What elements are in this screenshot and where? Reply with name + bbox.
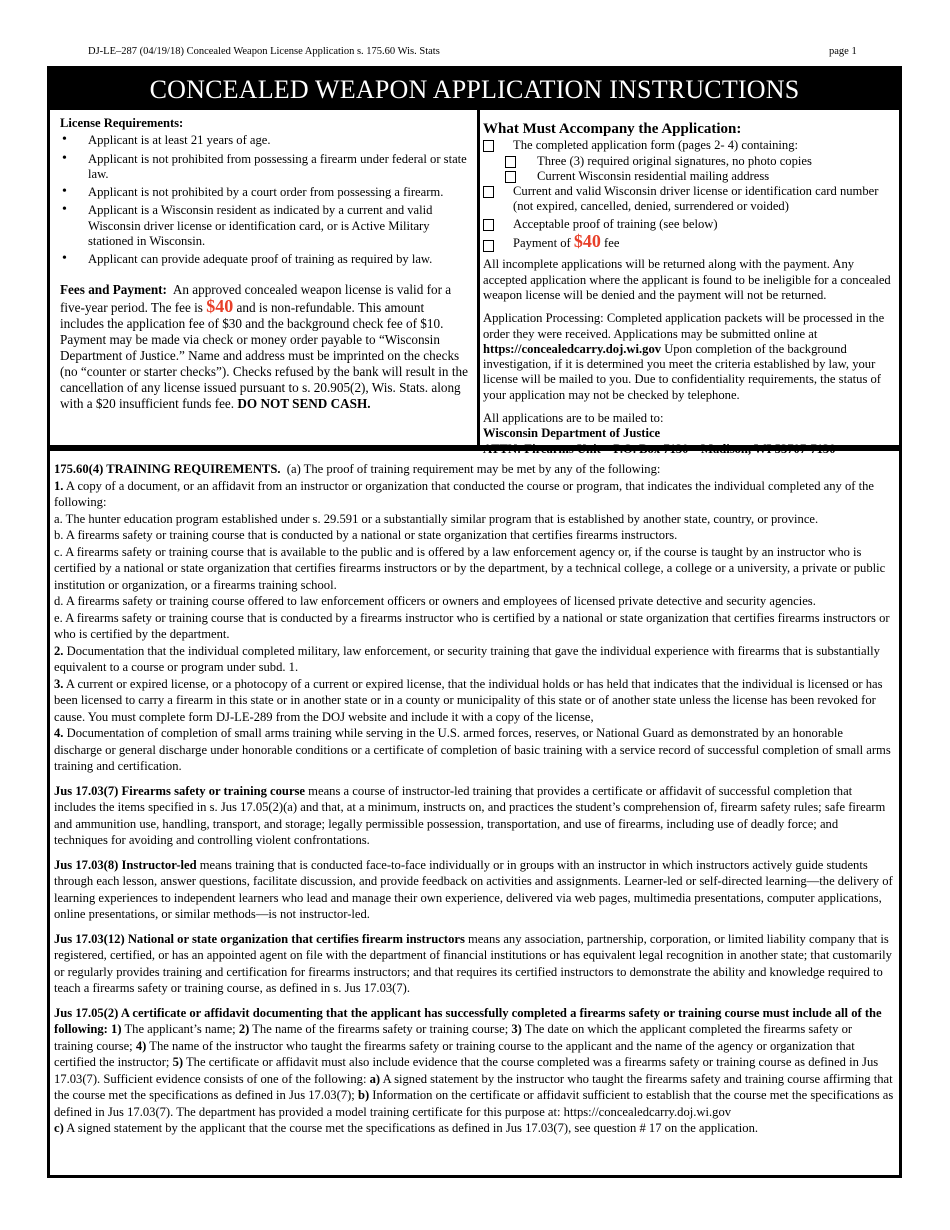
training-intro: 175.60(4) TRAINING REQUIREMENTS. (a) The proof of training requirement may be met by any of the following:	[54, 462, 661, 476]
fee-amount: $40	[573, 231, 601, 252]
definition-certificate-requirements: Jus 17.05(2) A certificate or affidavit documenting that the applicant has successfully completed a firearms safety or training course must include all of the following: 1) The applicant’s name; 2) The name of the firearms safety or training course; 3) The date on which the applicant completed the firearms safety or training course; 4) The name of the instructor who taught the firearms safety or training course to the applicant and the name of the agency or organization that certified the instructor; 5) The certificate or affidavit must also include evidence that the course completed was a firearms safety or training course as defined in Jus 17.03(7). Sufficient evidence consists of one of the following: a) A signed statement by the instructor who taught the firearms safety and training course affirming that the course met the specifications as defined in Jus 17.03(7); b) Information on the certificate or affidavit sufficient to establish that the course met the specifications as defined in Jus 17.03(7). The department has provided a model training certificate for this purpose at: https://concealedcarry.doj.wi.gov	[54, 1005, 894, 1119]
training-item-c: c. A firearms safety or training course that is available to the public and is offered by a law enforcement agency or, if the course is taught by an instructor who is certified by a national or state organization that certifies firearms instructors or by the department, by a technical college, a college or a university, a private or public institution or organization, or a firearms training school.	[54, 544, 886, 592]
checkbox[interactable]	[505, 171, 516, 183]
page-title: CONCEALED WEAPON APPLICATION INSTRUCTIONS	[47, 66, 902, 110]
training-item-3: 3. A current or expired license, or a photocopy of a current or expired license, that the individual holds or has held that indicates that the individual is licensed or has been licensed to carry a firearm in this state or in another state or in a county or municipality of this state or of another state unless the license has been revoked for cause. You must complete form DJ-LE-289 from the DOJ website and include it with a copy of the license,	[54, 676, 883, 724]
training-item-d: d. A firearms safety or training course offered to law enforcement officers or owners and employees of licensed private detective and security agencies.	[54, 594, 816, 608]
training-item-a: a. The hunter education program established under s. 29.591 or a substantially similar program that is established by another state, country, or province.	[54, 511, 819, 526]
fees-text-1: An approved concealed weapon license is valid for a five-year period. The fee is	[60, 281, 452, 315]
top-section	[47, 110, 902, 456]
definition-training-course: Jus 17.03(7) Firearms safety or training course means a course of instructor-led training that provides a certificate or affidavit of successful completion that includes the items specified in s. Jus 17.05(2)(a) and that, at a minimum, instructs on, and practices the student’s comprehension of, firearm safety rules; safe firearm and ammunition use, handling, transport, and storage; legally permissible possession, transportation, and use of firearms, including use of deadly force; and techniques for avoiding and controlling violent confrontations.	[54, 783, 886, 847]
training-item-2: 2. Documentation that the individual completed military, law enforcement, or security training that gave the individual experience with firearms that is substantially equivalent to a course or program under subd. 1.	[54, 643, 880, 674]
processing-paragraph: Application Processing: Completed application packets will be processed in the order they were received. Applications may be submitted online at https://concealedcarry.doj.wi.gov Upon completion of the background investigation, if it is determined you meet the criteria established by law, your license will be mailed to you. Due to confidentiality requirements, the status of your application may not be checked by telephone.	[483, 311, 885, 402]
fees-warning: DO NOT SEND CASH.	[237, 395, 371, 411]
list-item: • Applicant is at least 21 years of age.	[60, 133, 470, 148]
list-item: • Applicant is not prohibited from possessing a firearm under federal or state law.	[60, 152, 470, 183]
license-requirements-heading: License Requirements:	[60, 116, 184, 130]
accompany-heading: What Must Accompany the Application:	[483, 121, 742, 137]
checkbox[interactable]	[483, 140, 494, 152]
list-item: • Applicant is not prohibited by a court order from possessing a firearm.	[60, 185, 470, 200]
incomplete-notice: All incomplete applications will be returned along with the payment. Any accepted application where the applicant is found to be ineligible for a concealed weapon license will be denied and the payment will not be returned.	[483, 257, 891, 302]
checklist-subitem-address: Current Wisconsin residential mailing address	[483, 169, 893, 184]
fees-paragraph	[60, 282, 470, 412]
fee-amount: $40	[206, 295, 234, 316]
checkbox[interactable]	[483, 219, 494, 231]
training-item-b: b. A firearms safety or training course that is conducted by a national or state organization that certifies firearms instructors.	[54, 528, 678, 542]
list-item: • Applicant can provide adequate proof of training as required by law.	[60, 252, 470, 267]
checkbox[interactable]	[505, 156, 516, 168]
processing-link[interactable]: https://concealedcarry.doj.wi.gov	[483, 341, 662, 356]
definition-certifying-organization: Jus 17.03(12) National or state organization that certifies firearm instructors means any association, partnership, corporation, or limited liability company that is registered, certified, or has an appointed agent on file with the department of financial institutions or has equivalent legal recognition in another state; that customarily or regularly provides training and certification for firearms instructors; and that requires its certified instructors to demonstrate the ability and knowledge required to teach a firearms safety or training course, as defined in s. Jus 17.03(7).	[54, 931, 892, 995]
training-section	[47, 448, 902, 1178]
page-number: page 1	[829, 46, 857, 57]
right-column	[483, 110, 893, 457]
checkbox[interactable]	[483, 186, 494, 198]
checkbox[interactable]	[483, 240, 494, 252]
mail-address: ATTN: Firearms Unit P.O. Box 7130 Madison, WI 53707-7130	[483, 441, 836, 456]
mail-org: Wisconsin Department of Justice	[483, 426, 661, 441]
fees-heading: Fees and Payment:	[60, 281, 167, 297]
column-divider	[477, 110, 480, 445]
form-id: DJ-LE–287 (04/19/18) Concealed Weapon License Application s. 175.60 Wis. Stats	[88, 46, 440, 57]
training-item-1: 1. A copy of a document, or an affidavit from an instructor or organization that conducted the course or program, that indicates the individual completed any of the following:	[54, 478, 874, 509]
checklist-item-training: Acceptable proof of training (see below)	[483, 217, 893, 232]
checklist-item-license: Current and valid Wisconsin driver license or identification card number (not expired, cancelled, denied, surrendered or voided)	[483, 184, 893, 215]
checklist-item-payment: Payment of $40 fee	[483, 234, 893, 251]
list-item: • Applicant is a Wisconsin resident as indicated by a current and valid Wisconsin driver license or identification card, or is Active Military stationed in Wisconsin.	[60, 203, 470, 249]
definition-instructor-led: Jus 17.03(8) Instructor-led means training that is conducted face-to-face individually or in groups with an instructor in which instructors actively guide students through each lesson, answer questions, facilitate discussion, and provide feedback on activities and assignments. Learner-led or self-directed learning—the delivery of learning experiences to independent learners who lead and manage their own experience, delivered via web pages, multimedia presentations, computer applications, online presentations, or similar methods—is not instructor-led.	[54, 857, 893, 921]
training-item-4: 4. Documentation of completion of small arms training while serving in the U.S. armed forces, reserves, or National Guard as demonstrated by an honorable discharge or general discharge under honorable conditions or a certificate of completion of basic training with a service record of successful completion of small arms training and certification.	[54, 726, 891, 773]
training-item-e: e. A firearms safety or training course that is conducted by a firearms instructor who is certified by a national or state organization that certifies firearms instructors or who is certified by the department.	[54, 610, 890, 641]
fees-text-2: and is non-refundable. This amount includes the application fee of $30 and the background check fee of $10. Payment may be made via check or money order payable to “Wisconsin Department of Justice.” Name and address must be imprinted on the checks (no “counter or starter checks”). Checks refused by the bank will result in the cancellation of any license issued pursuant to s. 20.905(2), Wis. Stats. along with a $20 insufficient funds fee.	[60, 299, 468, 411]
license-requirements-list	[60, 133, 470, 267]
checklist-subitem-signatures: Three (3) required original signatures, no photo copies	[483, 154, 893, 169]
checklist-item-application-form: The completed application form (pages 2- 4) containing:	[483, 138, 893, 153]
training-text	[54, 461, 894, 1137]
definition-certificate-item-c: c) A signed statement by the applicant that the course met the specifications as defined in Jus 17.03(7), see question # 17 on the application.	[54, 1121, 759, 1135]
left-column	[60, 110, 470, 412]
mail-intro: All applications are to be mailed to:	[483, 411, 664, 426]
